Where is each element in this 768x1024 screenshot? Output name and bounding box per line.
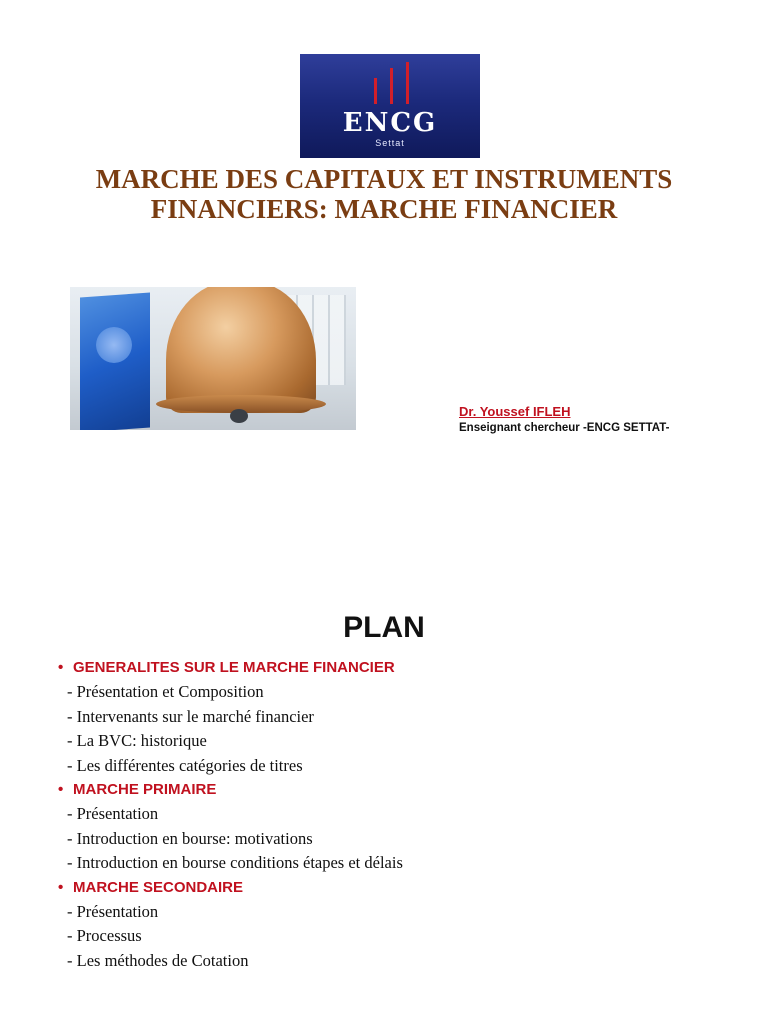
section-header (58, 656, 738, 680)
bullet-icon: • (58, 878, 64, 896)
plan-title: PLAN (343, 611, 425, 644)
logo-bar (406, 62, 409, 104)
section-header-label: MARCHE SECONDAIRE (73, 878, 244, 896)
list-item: - Présentation (67, 901, 159, 921)
list-item: - Intervenants sur le marché financier (67, 706, 314, 726)
bell-clapper (230, 409, 248, 423)
logo-subtitle: Settat (375, 138, 405, 148)
list-item: - Introduction en bourse: motivations (67, 828, 313, 848)
logo-bar (374, 78, 377, 104)
list-item: - La BVC: historique (67, 731, 207, 750)
plan-list (58, 656, 738, 973)
section-header (58, 778, 738, 802)
section-header-label: GENERALITES SUR LE MARCHE FINANCIER (73, 659, 395, 676)
document-title: MARCHE DES CAPITAUX ET INSTRUMENTS FINANCIERS: MARCHE FINANCIER (95, 164, 673, 224)
author-name: Dr. Youssef IFLEH (459, 404, 571, 419)
list-item: - Présentation et Composition (67, 682, 264, 701)
author-role: Enseignant chercheur -ENCG SETTAT- (459, 422, 670, 434)
section-header (58, 876, 738, 900)
logo-wordmark: ENCG (342, 108, 438, 138)
list-item: - Processus (67, 926, 142, 945)
bullet-icon: • (58, 781, 64, 798)
logo-bar (390, 68, 393, 104)
encg-logo (300, 54, 480, 158)
list-item: - Les méthodes de Cotation (67, 950, 249, 970)
list-item: - Présentation (67, 804, 159, 823)
bourse-bell-photo (70, 287, 356, 430)
list-item: - Les différentes catégories de titres (67, 755, 303, 775)
photo-tree-icon (96, 327, 132, 363)
list-item: - Introduction en bourse conditions étapes et délais (67, 853, 403, 872)
bullet-icon: • (58, 659, 64, 676)
section-header-label: MARCHE PRIMAIRE (73, 781, 217, 798)
author-block (459, 403, 669, 436)
